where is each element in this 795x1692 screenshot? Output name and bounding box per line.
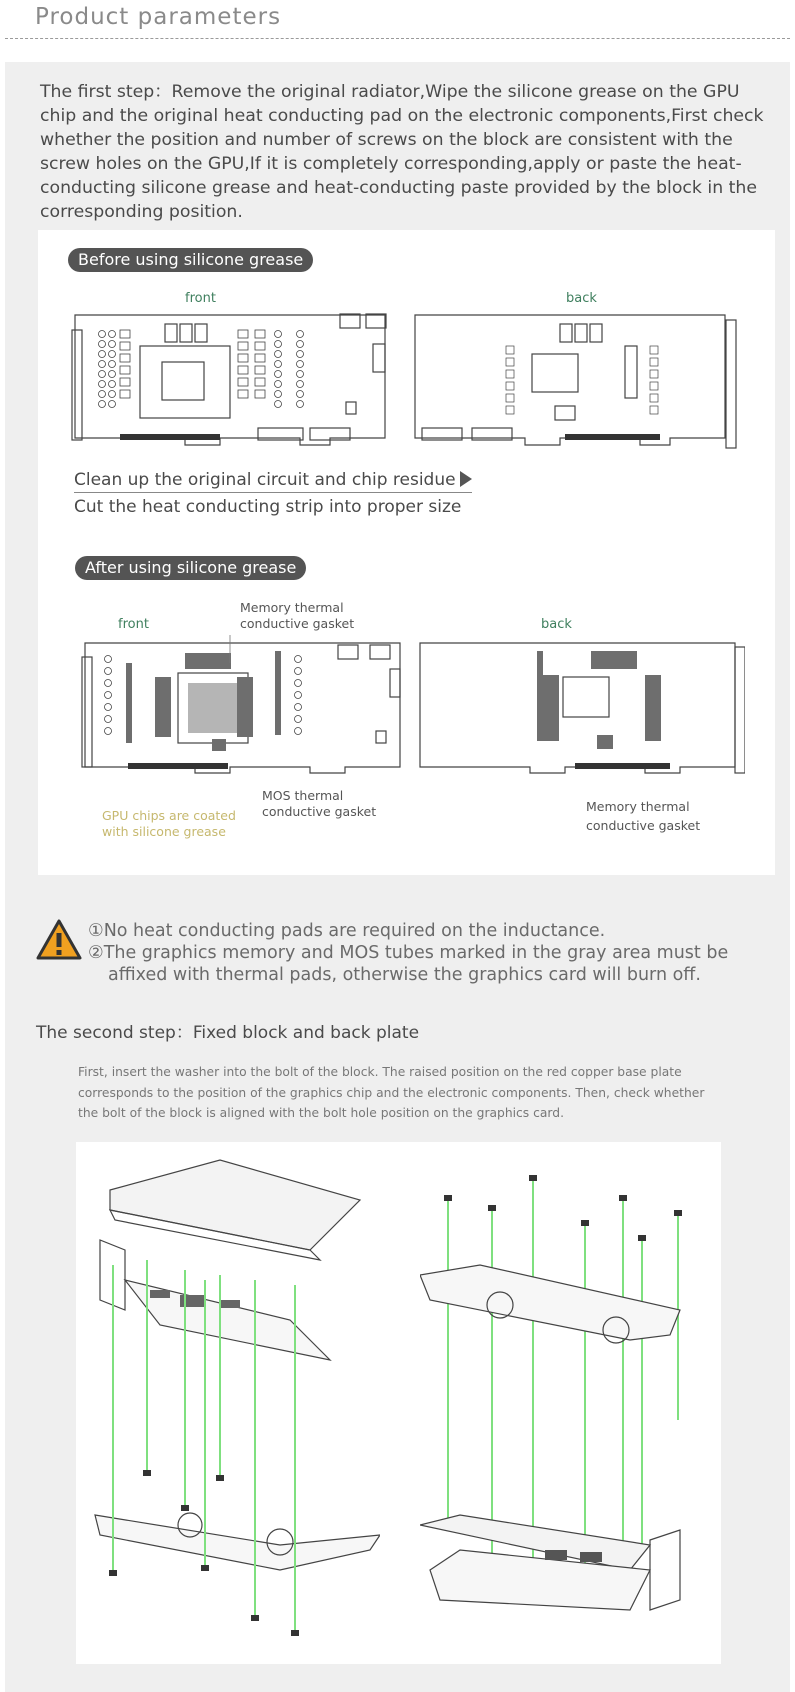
arrow-right-icon — [460, 471, 472, 487]
assembly-left — [80, 1150, 380, 1650]
mos-line2: conductive gasket — [262, 804, 377, 819]
step2-title: The second step：Fixed block and back plate — [36, 1023, 420, 1043]
warning-icon — [35, 918, 83, 962]
warning-line2: ②The graphics memory and MOS tubes marked in the gray area must be — [88, 943, 729, 963]
gpu-grease-label — [102, 808, 236, 840]
mos-line1: MOS thermal — [262, 788, 344, 803]
gpu-grease-line1: GPU chips are coated — [102, 808, 236, 823]
before-front-label: front — [185, 291, 216, 306]
after-pill: After using silicone grease — [75, 556, 306, 580]
memory-top-line2: conductive gasket — [240, 616, 355, 631]
assembly-right — [420, 1170, 720, 1650]
memory-top-label — [240, 600, 354, 632]
mos-label — [262, 788, 376, 820]
after-front-card — [80, 635, 410, 785]
before-front-card — [70, 310, 400, 458]
cut-note: Cut the heat conducting strip into proper size — [74, 497, 462, 517]
step2-description: First, insert the washer into the bolt of the block. The raised position on the red copper base plate corresponds to the position of the graphics chip and the electronic components. Then, check whether the bolt of the block is aligned with the bolt hole position on the graphics card. — [78, 1065, 705, 1120]
memory-back-line1: Memory thermal — [586, 799, 690, 814]
page-title: Product parameters — [35, 4, 282, 30]
warning-line1: ①No heat conducting pads are required on the inductance. — [88, 921, 606, 941]
before-back-card — [410, 310, 740, 458]
memory-top-line1: Memory thermal — [240, 600, 344, 615]
clean-note-text: Clean up the original circuit and chip residue — [74, 470, 456, 490]
gpu-grease-line2: with silicone grease — [102, 824, 226, 839]
after-back-label: back — [541, 617, 572, 632]
memory-back-line2: conductive gasket — [586, 818, 701, 833]
warning-text — [88, 920, 728, 986]
warning-line3: affixed with thermal pads, otherwise the graphics card will burn off. — [108, 965, 701, 985]
clean-note — [74, 470, 472, 493]
after-back-card — [415, 635, 745, 785]
before-pill: Before using silicone grease — [68, 248, 313, 272]
memory-back-label — [586, 797, 700, 835]
after-front-label: front — [118, 617, 149, 632]
before-back-label: back — [566, 291, 597, 306]
step1-text: The first step：Remove the original radiator,Wipe the silicone grease on the GPU chip and the original heat conducting pad on the electronic components,First check whether the position and number of screws on the block are consistent with the screw holes on the GPU,If it is completely corresponding,apply or paste the heat-conducting silicone grease and heat-conducting paste provided by the block in the corresponding position. — [40, 82, 764, 222]
title-divider — [5, 38, 790, 39]
